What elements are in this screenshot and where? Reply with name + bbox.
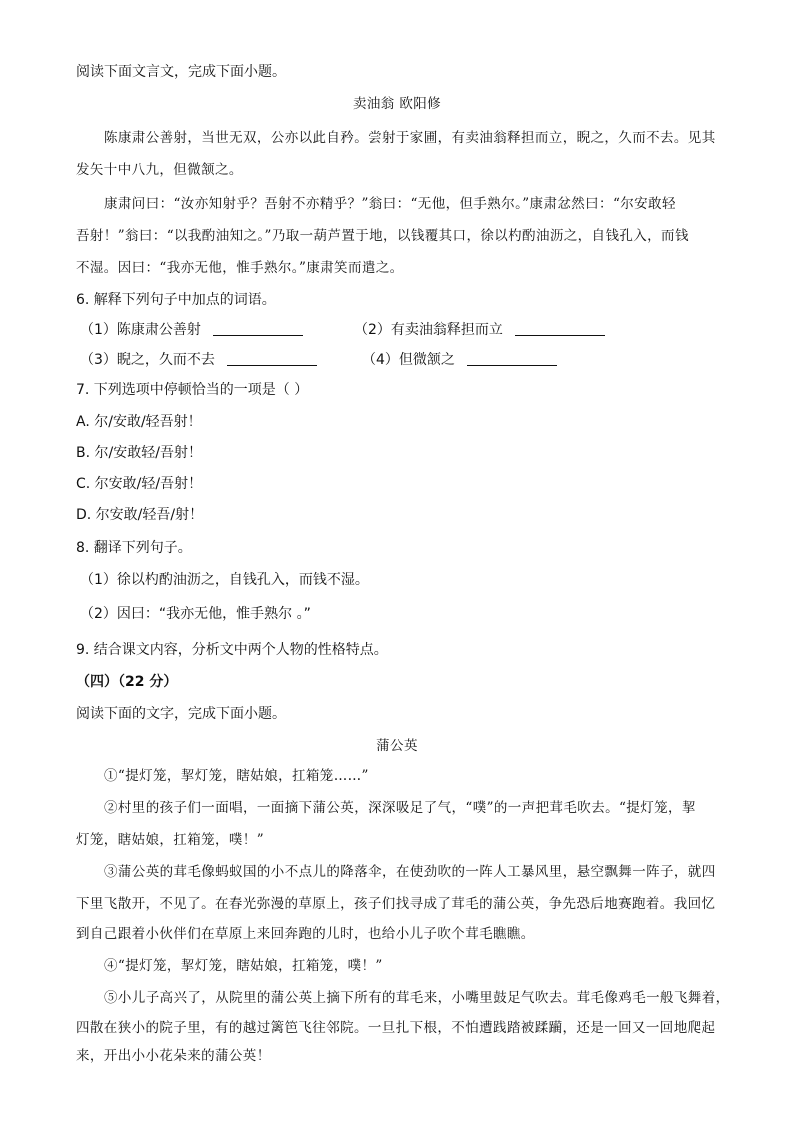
section-heading: （四）（22 分）	[76, 674, 178, 690]
question-7-stem: 7. 下列选项中停顿恰当的一项是（ ）	[76, 382, 309, 398]
story-title: 蒲公英	[376, 738, 418, 754]
q6-item-text: （3）睨之，久而不去	[80, 352, 215, 368]
story-line: ①“提灯笼，挈灯笼，瞎姑娘，扛箱笼……”	[104, 768, 369, 784]
q8-item: （1）徐以杓酌油沥之，自钱孔入，而钱不湿。	[80, 572, 369, 588]
classical-title: 卖油翁 欧阳修	[352, 96, 442, 112]
q6-item-text: （4）但微颔之	[362, 352, 455, 368]
story-line: 到自己跟着小伙伴们在草原上来回奔跑的儿时，也给小儿子吹个茸毛瞧瞧。	[76, 926, 535, 942]
answer-blank[interactable]	[227, 351, 317, 366]
answer-blank[interactable]	[213, 321, 303, 336]
story-line: 四散在狭小的院子里，有的越过篱笆飞往邻院。一旦扎下根，不怕遭践踏被蹂躏，还是一回又一回地爬起	[76, 1020, 716, 1036]
story-line: ③蒲公英的茸毛像蚂蚁国的小不点儿的降落伞，在使劲吹的一阵人工暴风里，悬空飘舞一阵子，就四	[104, 864, 716, 880]
q7-option-b: B. 尔/安敢轻/吾射！	[76, 445, 202, 461]
classical-line: 不湿。因曰：“我亦无他，惟手熟尔。”康肃笑而遣之。	[76, 260, 404, 276]
q6-item	[354, 320, 605, 340]
classical-line: 吾射！”翁曰：“以我酌油知之。”乃取一葫芦置于地，以钱覆其口，徐以杓酌油沥之，自钱孔入，而钱	[76, 228, 689, 244]
q7-option-d: D. 尔安敢/轻吾/射！	[76, 507, 204, 523]
story-line: 下里飞散开，不见了。在春光弥漫的草原上，孩子们找寻成了茸毛的蒲公英，争先恐后地赛跑着。我回忆	[76, 896, 716, 912]
classical-line: 陈康肃公善射，当世无双，公亦以此自矜。尝射于家圃，有卖油翁释担而立，睨之，久而不去。见其	[104, 130, 716, 146]
classical-line: 发矢十中八九，但微颔之。	[76, 162, 243, 178]
classical-line: 康肃问曰：“汝亦知射乎？吾射不亦精乎？”翁曰：“无他，但手熟尔。”康肃忿然曰：“尔安敢轻	[104, 196, 676, 212]
q7-option-c: C. 尔安敢/轻/吾射！	[76, 476, 203, 492]
story-line: ④“提灯笼，挈灯笼，瞎姑娘，扛箱笼，噗！”	[104, 958, 383, 974]
q7-option-a: A. 尔/安敢/轻吾射！	[76, 414, 202, 430]
q6-item-text: （1）陈康肃公善射	[80, 322, 201, 338]
q6-item-text: （2）有卖油翁释担而立	[354, 322, 503, 338]
q6-item	[80, 350, 317, 370]
question-9-stem: 9. 结合课文内容，分析文中两个人物的性格特点。	[76, 642, 388, 658]
story-line: 来，开出小小花朵来的蒲公英！	[76, 1048, 271, 1064]
answer-blank[interactable]	[467, 351, 557, 366]
reading-instruction: 阅读下面文言文，完成下面小题。	[76, 64, 286, 80]
q6-item	[80, 320, 303, 340]
q6-item	[362, 350, 557, 370]
question-8-stem: 8. 翻译下列句子。	[76, 540, 192, 556]
answer-blank[interactable]	[515, 321, 605, 336]
reading-instruction: 阅读下面的文字，完成下面小题。	[76, 706, 286, 722]
story-line: ⑤小儿子高兴了，从院里的蒲公英上摘下所有的茸毛来，小嘴里鼓足气吹去。茸毛像鸡毛一般飞舞着，	[104, 990, 730, 1006]
q8-item: （2）因曰：“我亦无他，惟手熟尔 。”	[80, 606, 311, 622]
story-line: ②村里的孩子们一面唱，一面摘下蒲公英，深深吸足了气，“噗”的一声把茸毛吹去。“提灯笼，挈	[104, 800, 696, 816]
question-6-stem: 6. 解释下列句子中加点的词语。	[76, 292, 276, 308]
story-line: 灯笼，瞎姑娘，扛箱笼，噗！”	[76, 832, 265, 848]
